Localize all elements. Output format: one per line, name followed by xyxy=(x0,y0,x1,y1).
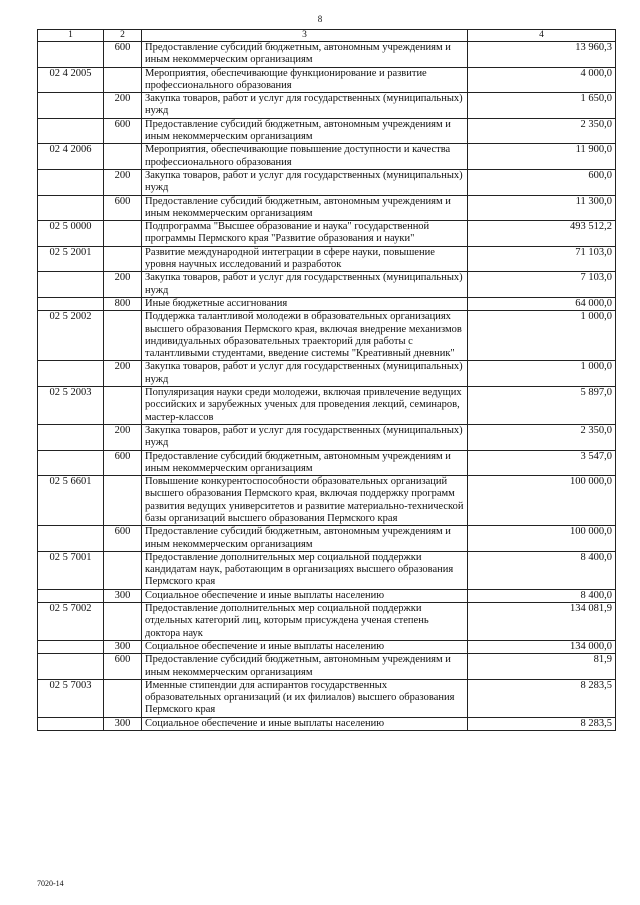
cell-amount: 13 960,3 xyxy=(468,42,616,68)
cell-expense-type: 200 xyxy=(104,169,142,195)
cell-name: Мероприятия, обеспечивающие повышение доступности и качества профессионального образования xyxy=(142,144,468,170)
cell-amount: 2 350,0 xyxy=(468,424,616,450)
table-row xyxy=(38,246,616,272)
cell-amount: 8 400,0 xyxy=(468,551,616,589)
cell-target-code xyxy=(38,589,104,602)
cell-amount: 71 103,0 xyxy=(468,246,616,272)
table-row xyxy=(38,195,616,221)
cell-target-code xyxy=(38,42,104,68)
cell-target-code: 02 5 6601 xyxy=(38,476,104,526)
cell-name: Предоставление субсидий бюджетным, автономным учреждениям и иным некоммерческим организациям xyxy=(142,118,468,144)
cell-target-code: 02 5 7002 xyxy=(38,603,104,641)
cell-name: Предоставление субсидий бюджетным, автономным учреждениям и иным некоммерческим организациям xyxy=(142,526,468,552)
cell-target-code xyxy=(38,640,104,653)
table-row xyxy=(38,387,616,425)
cell-name: Поддержка талантливой молодежи в образовательных организациях высшего образования Пермского края, включая внедрение механизмов индивидуальных образовательных траекторий для работы с талантливыми студентами, введение системы "Креативный дневник" xyxy=(142,311,468,361)
cell-expense-type: 600 xyxy=(104,654,142,680)
table-row xyxy=(38,297,616,310)
table-row xyxy=(38,589,616,602)
cell-amount: 1 650,0 xyxy=(468,93,616,119)
cell-amount: 2 350,0 xyxy=(468,118,616,144)
cell-name: Социальное обеспечение и иные выплаты населению xyxy=(142,589,468,602)
column-header-expense-type: 2 xyxy=(104,30,142,42)
cell-name: Повышение конкурентоспособности образовательных организаций высшего образования Пермского края, включая поддержку программ развития ведущих университетов и развитие материально-технической базы организаций высшего образования Пермского края xyxy=(142,476,468,526)
cell-expense-type: 600 xyxy=(104,526,142,552)
cell-target-code xyxy=(38,424,104,450)
cell-target-code xyxy=(38,526,104,552)
cell-amount: 1 000,0 xyxy=(468,361,616,387)
column-header-amount: 4 xyxy=(468,30,616,42)
cell-expense-type: 600 xyxy=(104,42,142,68)
column-header-name: 3 xyxy=(142,30,468,42)
cell-expense-type xyxy=(104,221,142,247)
table-row xyxy=(38,654,616,680)
cell-expense-type xyxy=(104,246,142,272)
cell-name: Иные бюджетные ассигнования xyxy=(142,297,468,310)
cell-name: Закупка товаров, работ и услуг для государственных (муниципальных) нужд xyxy=(142,169,468,195)
cell-target-code: 02 4 2005 xyxy=(38,67,104,93)
table-row xyxy=(38,603,616,641)
cell-amount: 3 547,0 xyxy=(468,450,616,476)
cell-expense-type xyxy=(104,311,142,361)
cell-target-code xyxy=(38,717,104,730)
cell-target-code: 02 5 0000 xyxy=(38,221,104,247)
cell-name: Предоставление субсидий бюджетным, автономным учреждениям и иным некоммерческим организациям xyxy=(142,42,468,68)
cell-expense-type xyxy=(104,679,142,717)
cell-name: Предоставление дополнительных мер социальной поддержки отдельных категорий лиц, которым присуждена ученая степень доктора наук xyxy=(142,603,468,641)
cell-amount: 8 283,5 xyxy=(468,717,616,730)
cell-name: Именные стипендии для аспирантов государственных образовательных организаций (и их филиалов) высшего образования Пермского края xyxy=(142,679,468,717)
cell-target-code: 02 4 2006 xyxy=(38,144,104,170)
cell-expense-type: 200 xyxy=(104,361,142,387)
cell-amount: 100 000,0 xyxy=(468,476,616,526)
cell-expense-type xyxy=(104,144,142,170)
cell-amount: 134 081,9 xyxy=(468,603,616,641)
cell-amount: 4 000,0 xyxy=(468,67,616,93)
cell-amount: 493 512,2 xyxy=(468,221,616,247)
cell-name: Предоставление дополнительных мер социальной поддержки кандидатам наук, работающим в организациях высшего образования Пермского края xyxy=(142,551,468,589)
cell-expense-type: 200 xyxy=(104,272,142,298)
cell-name: Подпрограмма "Высшее образование и наука" государственной программы Пермского края "Развитие образования и науки" xyxy=(142,221,468,247)
cell-expense-type: 200 xyxy=(104,93,142,119)
cell-expense-type xyxy=(104,67,142,93)
cell-amount: 11 900,0 xyxy=(468,144,616,170)
cell-amount: 600,0 xyxy=(468,169,616,195)
cell-expense-type xyxy=(104,476,142,526)
cell-expense-type xyxy=(104,551,142,589)
cell-target-code xyxy=(38,195,104,221)
cell-name: Популяризация науки среди молодежи, включая привлечение ведущих российских и зарубежных ученых для проведения лекций, семинаров, мастер-классов xyxy=(142,387,468,425)
cell-target-code xyxy=(38,450,104,476)
table-row xyxy=(38,551,616,589)
document-code: 7020-14 xyxy=(37,879,64,888)
cell-target-code: 02 5 2001 xyxy=(38,246,104,272)
table-row xyxy=(38,42,616,68)
table-row xyxy=(38,717,616,730)
cell-amount: 11 300,0 xyxy=(468,195,616,221)
cell-amount: 81,9 xyxy=(468,654,616,680)
cell-amount: 7 103,0 xyxy=(468,272,616,298)
cell-target-code xyxy=(38,93,104,119)
cell-target-code xyxy=(38,654,104,680)
cell-target-code: 02 5 7001 xyxy=(38,551,104,589)
cell-name: Предоставление субсидий бюджетным, автономным учреждениям и иным некоммерческим организациям xyxy=(142,654,468,680)
table-row xyxy=(38,640,616,653)
cell-expense-type xyxy=(104,387,142,425)
cell-expense-type: 300 xyxy=(104,589,142,602)
cell-expense-type: 600 xyxy=(104,195,142,221)
cell-amount: 64 000,0 xyxy=(468,297,616,310)
cell-name: Социальное обеспечение и иные выплаты населению xyxy=(142,717,468,730)
table-row xyxy=(38,361,616,387)
cell-expense-type: 200 xyxy=(104,424,142,450)
table-row xyxy=(38,272,616,298)
cell-target-code xyxy=(38,361,104,387)
cell-name: Мероприятия, обеспечивающие функционирование и развитие профессионального образования xyxy=(142,67,468,93)
table-row xyxy=(38,526,616,552)
table-row xyxy=(38,311,616,361)
cell-expense-type xyxy=(104,603,142,641)
cell-name: Закупка товаров, работ и услуг для государственных (муниципальных) нужд xyxy=(142,361,468,387)
cell-amount: 134 000,0 xyxy=(468,640,616,653)
cell-expense-type: 600 xyxy=(104,118,142,144)
cell-name: Закупка товаров, работ и услуг для государственных (муниципальных) нужд xyxy=(142,93,468,119)
cell-target-code xyxy=(38,272,104,298)
table-row xyxy=(38,67,616,93)
cell-amount: 100 000,0 xyxy=(468,526,616,552)
cell-expense-type: 300 xyxy=(104,640,142,653)
budget-table xyxy=(37,29,616,731)
cell-name: Предоставление субсидий бюджетным, автономным учреждениям и иным некоммерческим организациям xyxy=(142,450,468,476)
cell-amount: 5 897,0 xyxy=(468,387,616,425)
table-row xyxy=(38,169,616,195)
table-row xyxy=(38,118,616,144)
cell-target-code xyxy=(38,169,104,195)
cell-amount: 1 000,0 xyxy=(468,311,616,361)
cell-name: Развитие международной интеграции в сфере науки, повышение уровня научных исследований и разработок xyxy=(142,246,468,272)
cell-target-code xyxy=(38,297,104,310)
table-row xyxy=(38,424,616,450)
cell-target-code: 02 5 2003 xyxy=(38,387,104,425)
cell-amount: 8 283,5 xyxy=(468,679,616,717)
table-row xyxy=(38,450,616,476)
cell-name: Предоставление субсидий бюджетным, автономным учреждениям и иным некоммерческим организациям xyxy=(142,195,468,221)
cell-expense-type: 800 xyxy=(104,297,142,310)
page-number: 8 xyxy=(317,14,323,24)
table-row xyxy=(38,679,616,717)
cell-expense-type: 600 xyxy=(104,450,142,476)
cell-name: Закупка товаров, работ и услуг для государственных (муниципальных) нужд xyxy=(142,424,468,450)
cell-amount: 8 400,0 xyxy=(468,589,616,602)
cell-target-code: 02 5 2002 xyxy=(38,311,104,361)
column-header-code: 1 xyxy=(38,30,104,42)
table-row xyxy=(38,93,616,119)
cell-target-code: 02 5 7003 xyxy=(38,679,104,717)
table-row xyxy=(38,221,616,247)
cell-expense-type: 300 xyxy=(104,717,142,730)
table-row xyxy=(38,476,616,526)
column-number-row xyxy=(38,30,616,42)
table-row xyxy=(38,144,616,170)
cell-name: Закупка товаров, работ и услуг для государственных (муниципальных) нужд xyxy=(142,272,468,298)
cell-name: Социальное обеспечение и иные выплаты населению xyxy=(142,640,468,653)
cell-target-code xyxy=(38,118,104,144)
